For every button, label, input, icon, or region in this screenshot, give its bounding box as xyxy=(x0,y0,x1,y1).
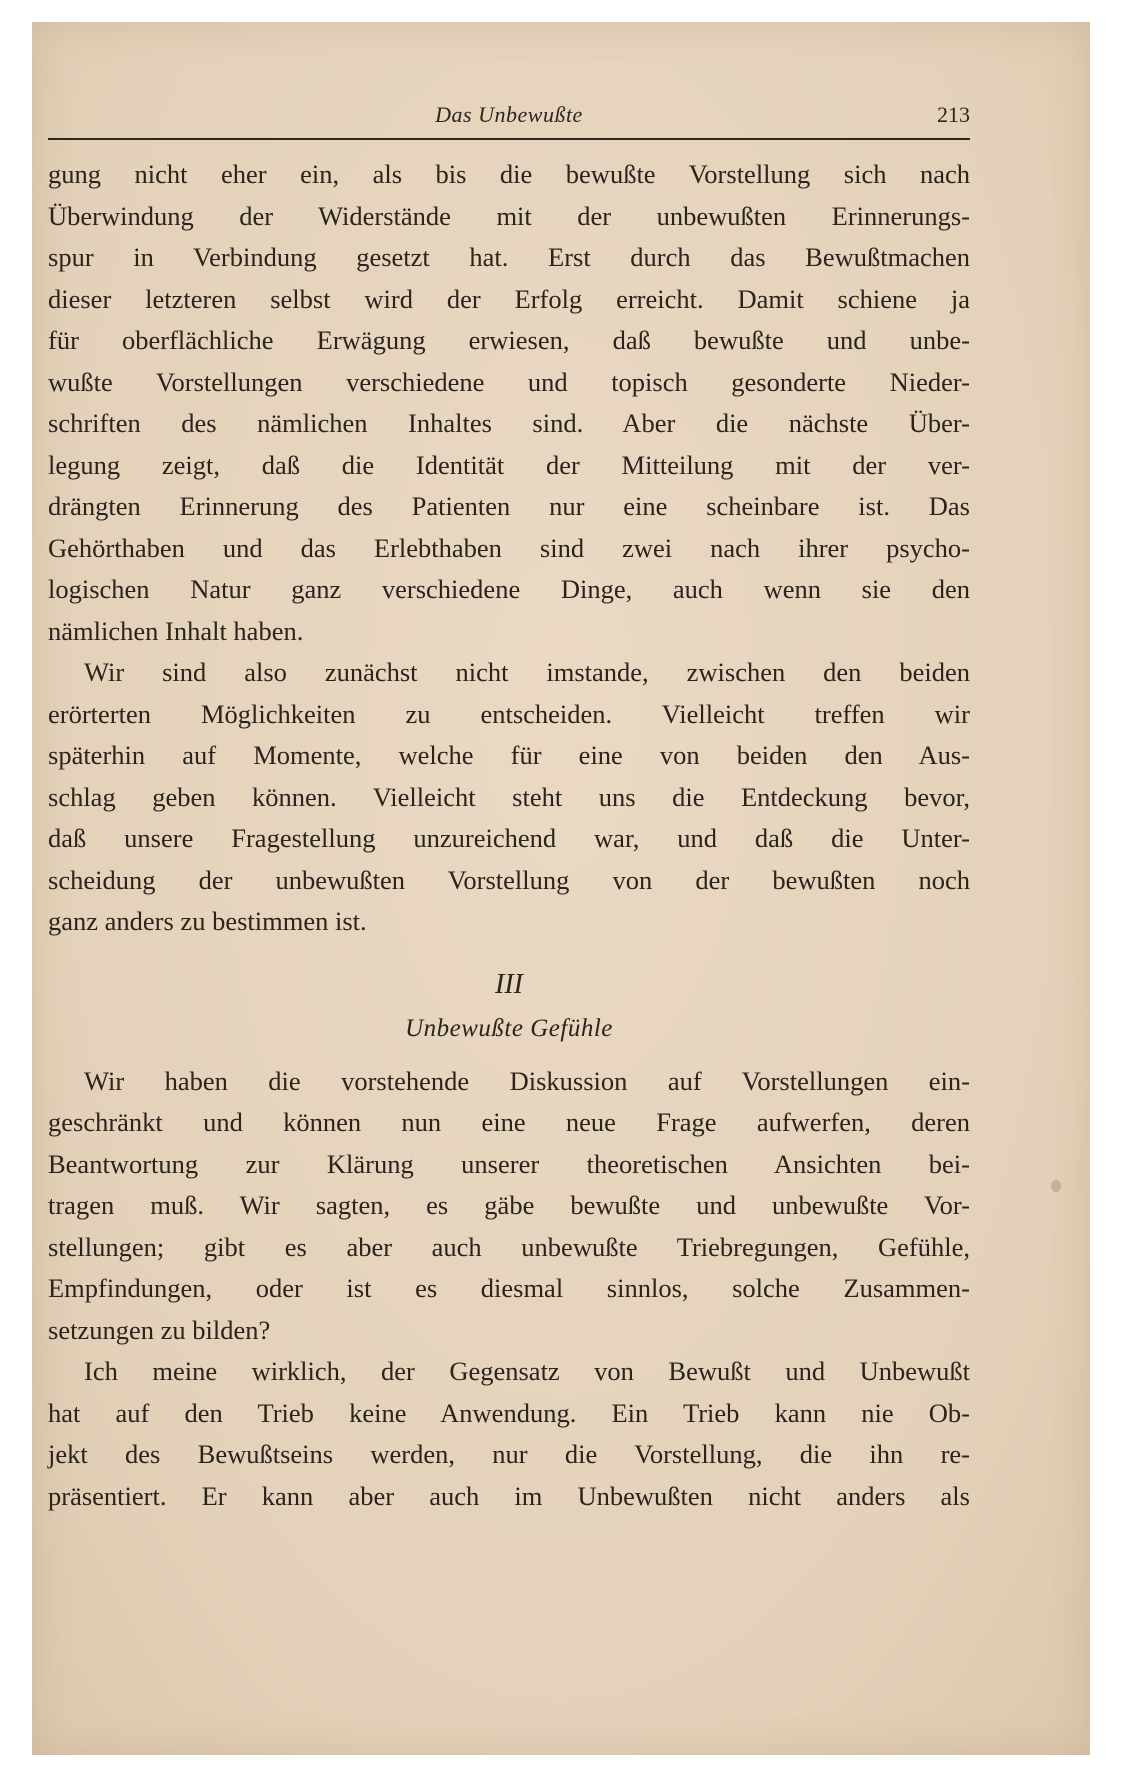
text-line: wußte Vorstellungen verschiedene und topisch gesonderte Nieder- xyxy=(48,366,970,397)
paper-stain xyxy=(1051,1180,1061,1192)
text-line: Beantwortung zur Klärung unserer theoretischen Ansichten bei- xyxy=(48,1148,970,1179)
text-line: tragen muß. Wir sagten, es gäbe bewußte und unbewußte Vor- xyxy=(48,1190,970,1220)
text-line: hat auf den Trieb keine Anwendung. Ein Trieb kann nie Ob- xyxy=(48,1397,970,1428)
text-line: setzungen zu bilden? xyxy=(48,1314,271,1345)
text-line: dieser letzteren selbst wird der Erfolg erreicht. Damit schiene ja xyxy=(48,283,970,314)
page-number: 213 xyxy=(937,102,970,127)
text-line: scheidung der unbewußten Vorstellung von der bewußten noch xyxy=(48,864,970,895)
text-line: logischen Natur ganz verschiedene Dinge, auch wenn sie den xyxy=(48,574,970,604)
text-line: späterhin auf Momente, welche für eine von beiden den Aus- xyxy=(48,740,970,770)
paragraph xyxy=(48,1061,970,1352)
text-line: ganz anders zu bestimmen ist. xyxy=(48,906,367,936)
text-line: präsentiert. Er kann aber auch im Unbewußten nicht anders als xyxy=(48,1480,970,1511)
text-line: schriften des nämlichen Inhaltes sind. Aber die nächste Über- xyxy=(48,408,970,438)
text-line: gung nicht eher ein, als bis die bewußte Vorstellung sich nach xyxy=(48,159,970,189)
running-title: Das Unbewußte xyxy=(435,102,583,127)
text-line: Gehörthaben und das Erlebthaben sind zwei nach ihrer psycho- xyxy=(48,532,970,563)
text-line: spur in Verbindung gesetzt hat. Erst durch das Bewußtmachen xyxy=(48,242,970,272)
page-body xyxy=(48,154,970,1517)
text-line: drängten Erinnerung des Patienten nur eine scheinbare ist. Das xyxy=(48,491,970,521)
text-line: daß unsere Fragestellung unzureichend war, und daß die Unter- xyxy=(48,823,970,853)
text-line: Wir sind also zunächst nicht imstande, zwischen den beiden xyxy=(84,657,970,687)
paragraph xyxy=(48,652,970,943)
text-line: für oberflächliche Erwägung erwiesen, daß bewußte und unbe- xyxy=(48,325,970,355)
text-line: Empfindungen, oder ist es diesmal sinnlos, solche Zusammen- xyxy=(48,1273,970,1303)
text-line: geschränkt und können nun eine neue Frage aufwerfen, deren xyxy=(48,1107,970,1137)
text-line: nämlichen Inhalt haben. xyxy=(48,615,304,646)
text-line: erörterten Möglichkeiten zu entscheiden. Vielleicht treffen wir xyxy=(48,698,970,729)
text-line: jekt des Bewußtseins werden, nur die Vorstellung, die ihn re- xyxy=(48,1439,970,1469)
text-line: legung zeigt, daß die Identität der Mitteilung mit der ver- xyxy=(48,449,970,480)
text-line: stellungen; gibt es aber auch unbewußte Triebregungen, Gefühle, xyxy=(48,1231,970,1262)
paragraph xyxy=(48,1351,970,1517)
text-line: Überwindung der Widerstände mit der unbewußten Erinnerungs- xyxy=(48,200,970,231)
section-title: Unbewußte Gefühle xyxy=(405,1014,613,1042)
text-line: Ich meine wirklich, der Gegensatz von Bewußt und Unbewußt xyxy=(84,1356,970,1386)
text-line: schlag geben können. Vielleicht steht uns die Entdeckung bevor, xyxy=(48,781,970,812)
book-page xyxy=(32,22,1090,1755)
paragraph xyxy=(48,154,970,652)
page-header xyxy=(48,98,970,140)
section-number: III xyxy=(495,968,523,1000)
text-line: Wir haben die vorstehende Diskussion auf Vorstellungen ein- xyxy=(84,1065,970,1096)
